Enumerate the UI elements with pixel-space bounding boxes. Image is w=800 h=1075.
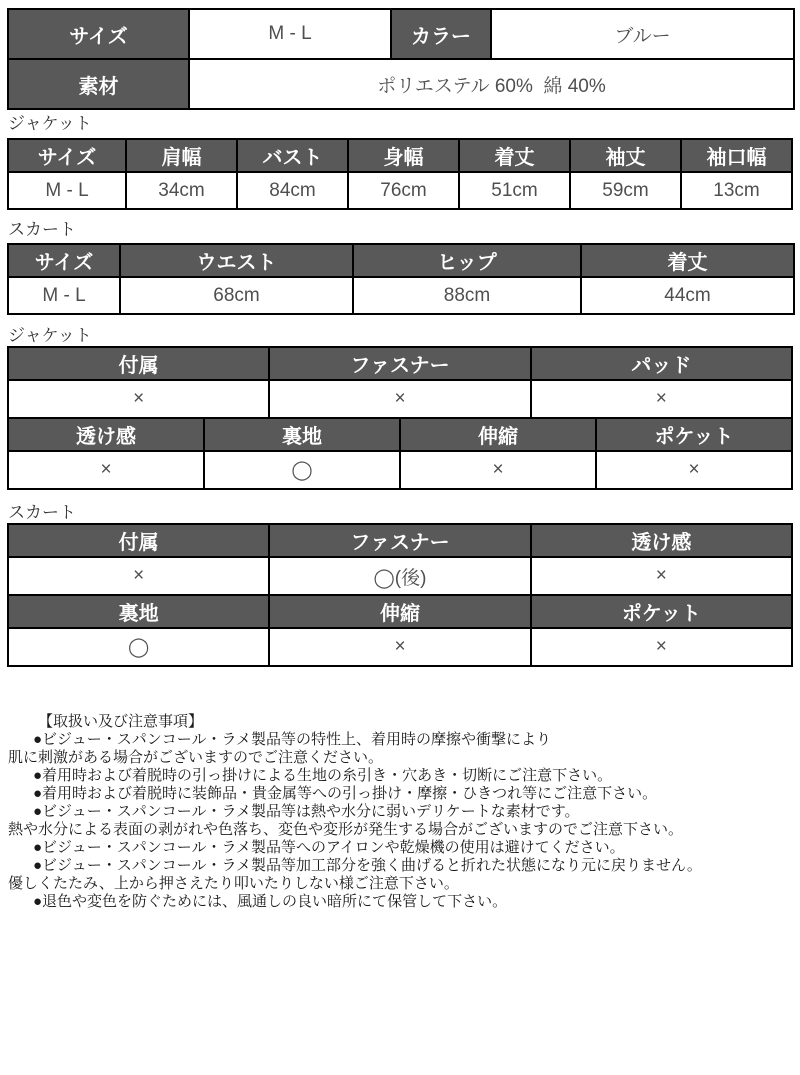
table-row xyxy=(8,9,794,59)
note-line: ●着用時および着脱時の引っ掛けによる生地の糸引き・穴あき・切断にご注意下さい。 xyxy=(33,767,613,784)
cell-value: 84cm xyxy=(237,172,348,209)
color-header: カラー xyxy=(391,9,491,59)
column-header: 肩幅 xyxy=(126,139,237,172)
cell-value: M - L xyxy=(8,277,120,314)
note-line: ●退色や変色を防ぐためには、風通しの良い暗所にて保管して下さい。 xyxy=(33,893,508,910)
column-header: バスト xyxy=(237,139,348,172)
column-header: ファスナー xyxy=(269,347,530,380)
cell-value: 13cm xyxy=(681,172,792,209)
skirt-section-label: スカート xyxy=(8,220,76,239)
column-header: 透け感 xyxy=(531,524,792,557)
table-row xyxy=(8,139,792,172)
cell-value: M - L xyxy=(8,172,126,209)
table-row xyxy=(8,557,792,595)
note-line: ●ビジュー・スパンコール・ラメ製品等の特性上、着用時の摩擦や衝撃により xyxy=(33,731,552,748)
skirt-size-table xyxy=(7,243,795,315)
cell-value: × xyxy=(531,380,792,418)
material-value: ポリエステル 60% 綿 40% xyxy=(189,59,794,109)
handling-notes-title: 【取扱い及び注意事項】 xyxy=(38,713,204,730)
note-line: ●ビジュー・スパンコール・ラメ製品等へのアイロンや乾燥機の使用は避けてください。 xyxy=(33,839,625,856)
skirt-details-table-bottom xyxy=(7,594,793,667)
column-header: パッド xyxy=(531,347,792,380)
column-header: ポケット xyxy=(531,595,792,628)
table-row xyxy=(8,524,792,557)
column-header: サイズ xyxy=(8,139,126,172)
note-line: ●ビジュー・スパンコール・ラメ製品等加工部分を強く曲げると折れた状態になり元に戻りません。 xyxy=(33,857,702,874)
column-header: 袖丈 xyxy=(570,139,681,172)
column-header: 身幅 xyxy=(348,139,459,172)
cell-value: × xyxy=(531,557,792,595)
column-header: 付属 xyxy=(8,524,269,557)
note-line: ●ビジュー・スパンコール・ラメ製品等は熱や水分に弱いデリケートな素材です。 xyxy=(33,803,580,820)
note-line: 肌に刺激がある場合がございますのでご注意ください。 xyxy=(8,749,384,766)
cell-value: 68cm xyxy=(120,277,353,314)
size-value: M - L xyxy=(189,9,391,59)
cell-value: 88cm xyxy=(353,277,581,314)
column-header: 着丈 xyxy=(459,139,570,172)
column-header: 伸縮 xyxy=(400,418,596,451)
cell-value: × xyxy=(400,451,596,489)
cell-value: 59cm xyxy=(570,172,681,209)
skirt-details-table-top xyxy=(7,523,793,596)
jacket-size-table xyxy=(7,138,793,210)
table-row xyxy=(8,59,794,109)
column-header: 伸縮 xyxy=(269,595,530,628)
cell-value: × xyxy=(8,451,204,489)
note-line: ●着用時および着脱時に装飾品・貴金属等への引っ掛け・摩擦・ひきつれ等にご注意下さい。 xyxy=(33,785,658,802)
cell-value: ◯ xyxy=(204,451,400,489)
column-header: 着丈 xyxy=(581,244,794,277)
column-header: 裏地 xyxy=(8,595,269,628)
jacket-details-table-top xyxy=(7,346,793,419)
table-row xyxy=(8,418,792,451)
column-header: 付属 xyxy=(8,347,269,380)
cell-value: ◯(後) xyxy=(269,557,530,595)
cell-value: × xyxy=(8,380,269,418)
cell-value: × xyxy=(531,628,792,666)
column-header: ヒップ xyxy=(353,244,581,277)
column-header: 袖口幅 xyxy=(681,139,792,172)
jacket-details-section-label: ジャケット xyxy=(8,326,92,345)
table-row xyxy=(8,347,792,380)
cell-value: × xyxy=(269,380,530,418)
note-line: 優しくたたみ、上から押さえたり叩いたりしない様ご注意下さい。 xyxy=(8,875,459,892)
skirt-details-section-label: スカート xyxy=(8,503,76,522)
cell-value: ◯ xyxy=(8,628,269,666)
column-header: ポケット xyxy=(596,418,792,451)
table-row xyxy=(8,244,794,277)
table-row xyxy=(8,277,794,314)
color-value: ブルー xyxy=(491,9,794,59)
cell-value: × xyxy=(8,557,269,595)
cell-value: × xyxy=(596,451,792,489)
table-row xyxy=(8,628,792,666)
cell-value: 44cm xyxy=(581,277,794,314)
column-header: ファスナー xyxy=(269,524,530,557)
cell-value: 51cm xyxy=(459,172,570,209)
cell-value: 34cm xyxy=(126,172,237,209)
note-line: 熱や水分による表面の剥がれや色落ち、変色や変形が発生する場合がございますのでご注意下さい。 xyxy=(8,821,684,838)
table-row xyxy=(8,595,792,628)
column-header: サイズ xyxy=(8,244,120,277)
jacket-section-label: ジャケット xyxy=(8,114,92,133)
product-spec-table xyxy=(7,8,795,110)
handling-notes xyxy=(0,713,800,911)
material-header: 素材 xyxy=(8,59,189,109)
size-header: サイズ xyxy=(8,9,189,59)
column-header: 透け感 xyxy=(8,418,204,451)
column-header: ウエスト xyxy=(120,244,353,277)
cell-value: × xyxy=(269,628,530,666)
table-row xyxy=(8,380,792,418)
jacket-details-table-bottom xyxy=(7,417,793,490)
cell-value: 76cm xyxy=(348,172,459,209)
table-row xyxy=(8,451,792,489)
column-header: 裏地 xyxy=(204,418,400,451)
table-row xyxy=(8,172,792,209)
